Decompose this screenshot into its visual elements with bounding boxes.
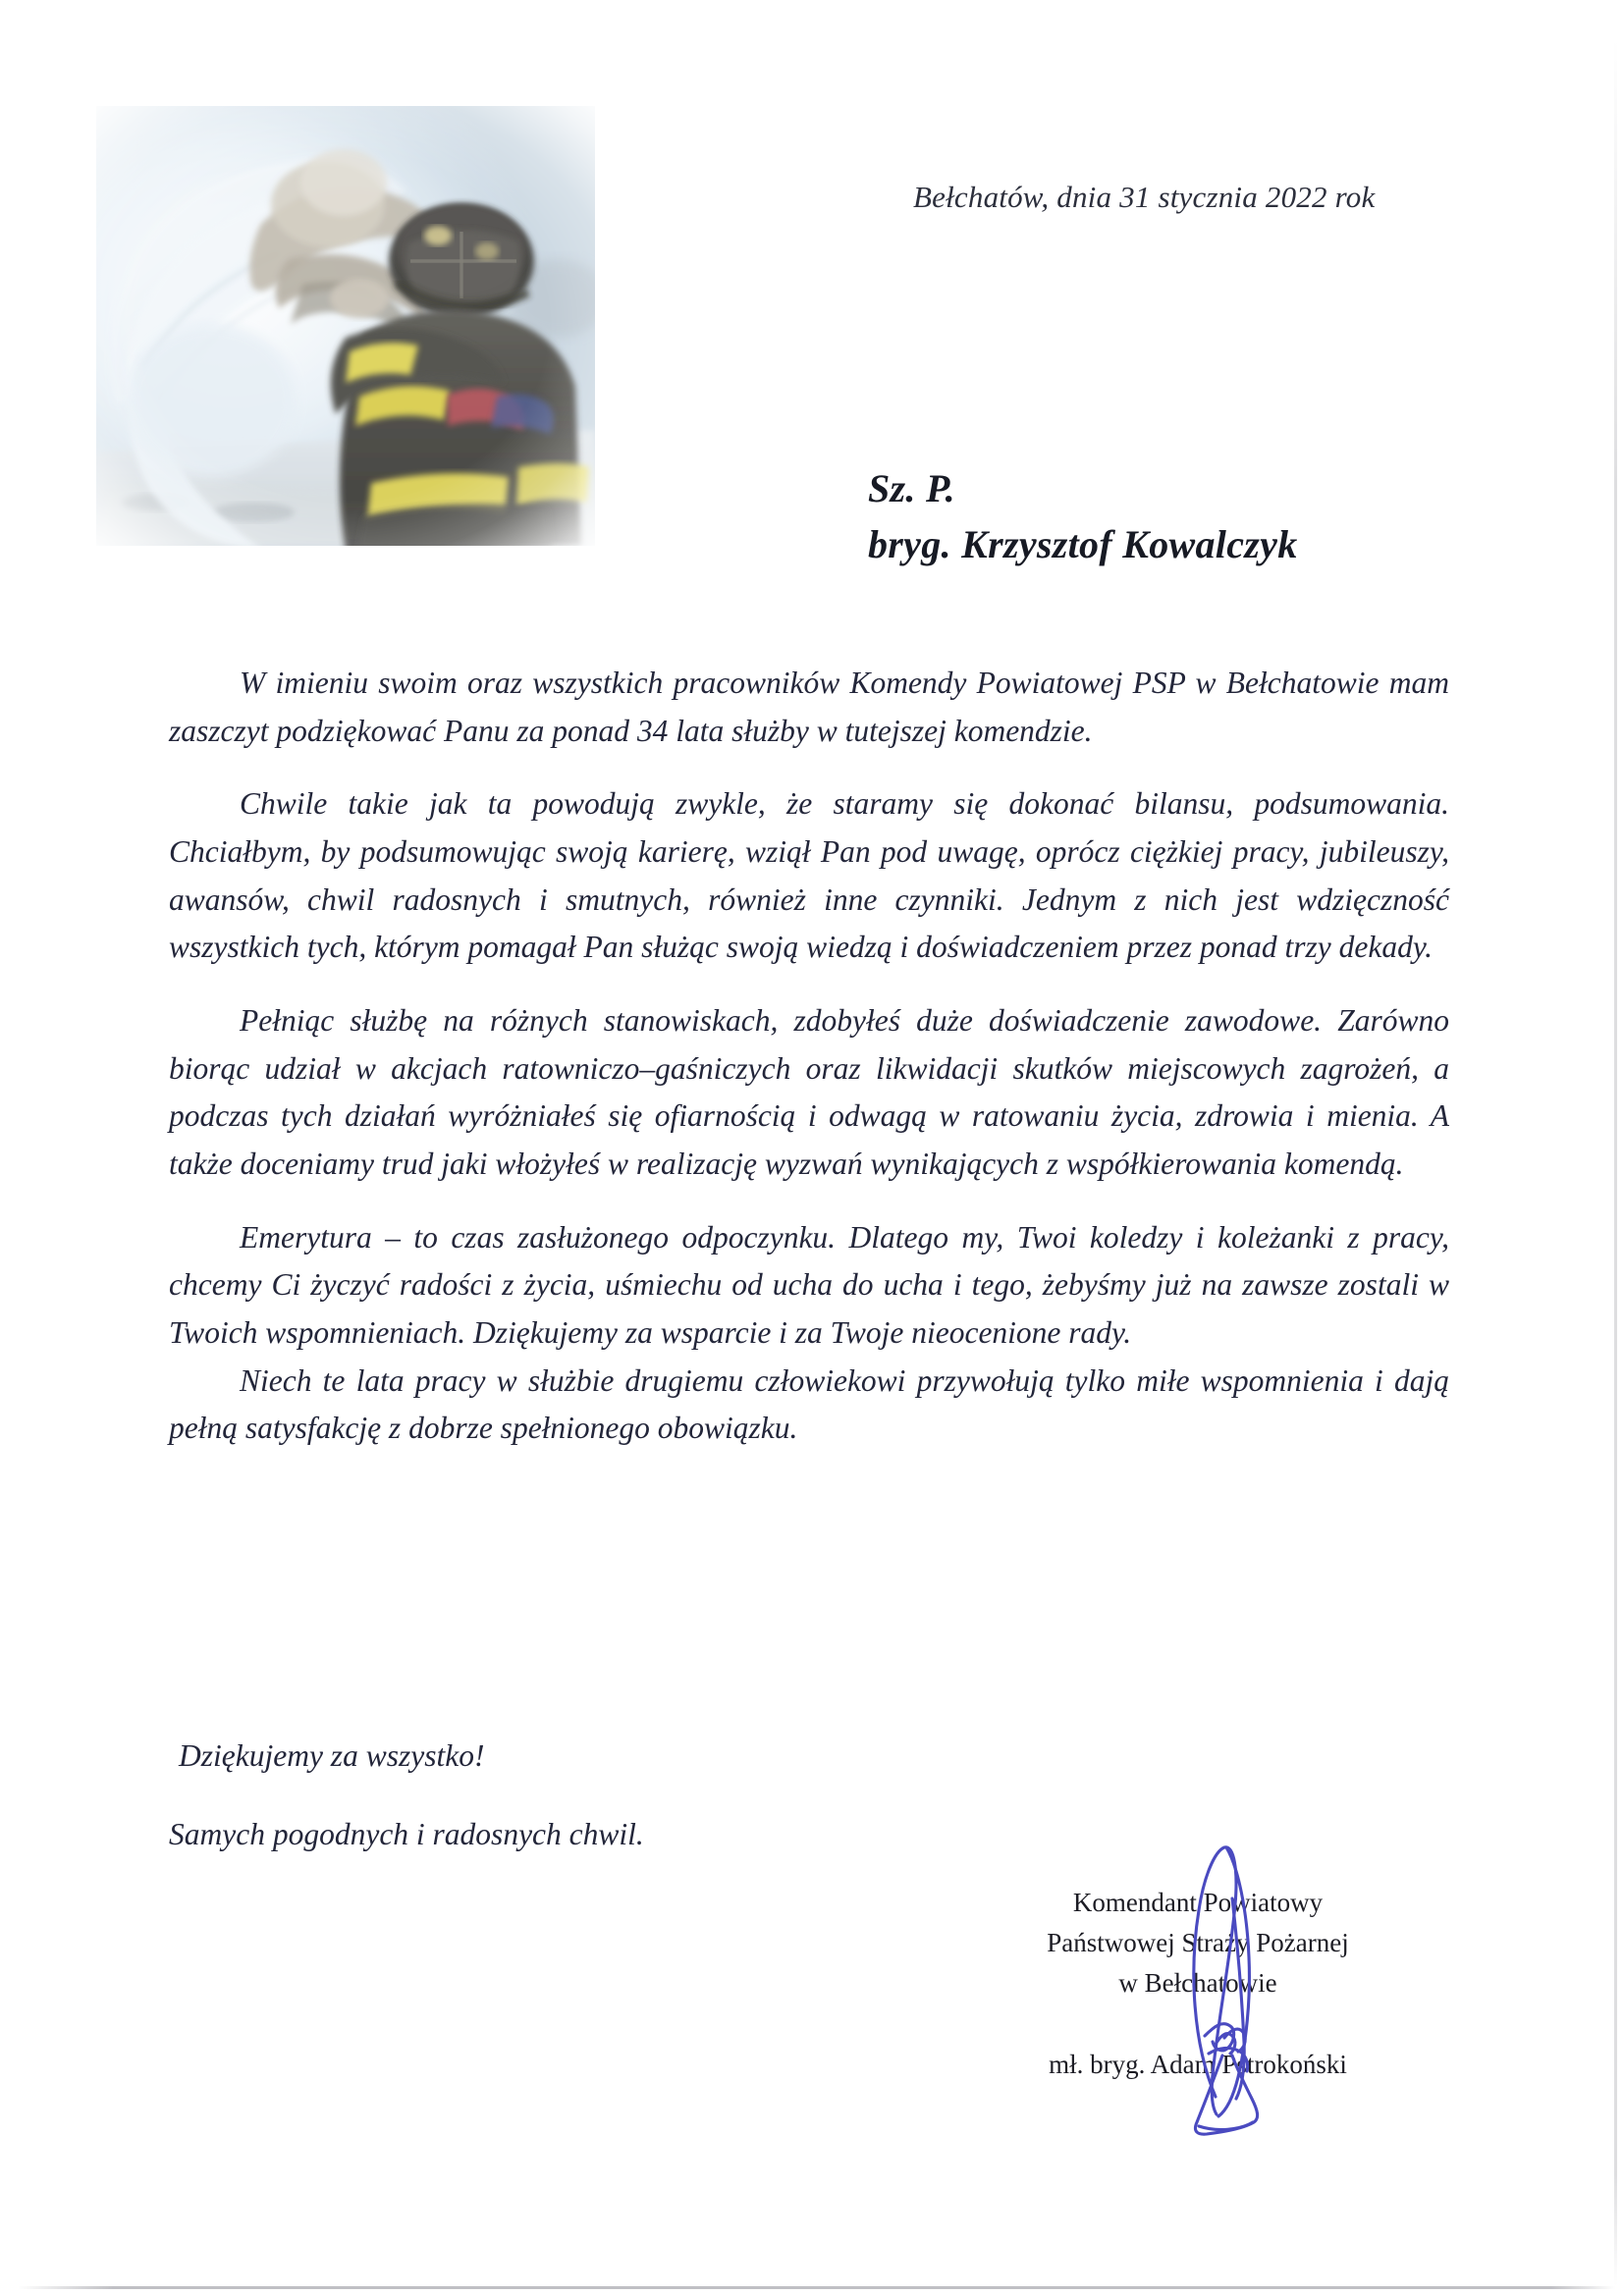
photo-artwork <box>96 106 595 546</box>
addressee-block <box>868 461 1298 573</box>
closing-thanks: Dziękujemy za wszystko! <box>179 1738 485 1773</box>
signature-title-line-2: Państwowej Straży Pożarnej <box>1047 1928 1349 1958</box>
scan-edge-bottom <box>18 2286 1615 2289</box>
addressee-name: bryg. Krzysztof Kowalczyk <box>868 521 1298 566</box>
addressee-honorific: Sz. P. <box>868 466 955 510</box>
body-paragraph-4: Emerytura – to czas zasłużonego odpoczynku. Dlatego my, Twoi koledzy i koleżanki z pracy, chcemy Ci życzyć radości z życia, uśmiechu od ucha do ucha i tego, żebyśmy już na zawsze zostali w Twoich wspomnieniach. Dziękujemy za wsparcie i za Twoje nieocenione rady. <box>169 1219 1449 1350</box>
date-line: Bełchatów, dnia 31 stycznia 2022 rok <box>913 180 1376 214</box>
closing-wishes: Samych pogodnych i radosnych chwil. <box>169 1817 644 1851</box>
letter-body <box>169 660 1449 1453</box>
firefighter-angel-photo <box>96 106 595 546</box>
body-paragraph-5: Niech te lata pracy w służbie drugiemu człowiekowi przywołują tylko miłe wspomnienia i dają pełną satysfakcję z dobrze spełnionego obowiązku. <box>169 1362 1449 1446</box>
body-paragraph-3: Pełniąc służbę na różnych stanowiskach, zdobyłeś duże doświadczenie zawodowe. Zarówno biorąc udział w akcjach ratowniczo–gaśniczych oraz likwidacji skutków miejscowych zagrożeń, a podczas tych działań wyróżniałeś się ofiarnością i odwagą w ratowaniu życia, zdrowia i mienia. A także doceniamy trud jaki włożyłeś w realizację wyzwań wynikających z współkierowania komendą. <box>169 1002 1449 1181</box>
body-paragraph-2: Chwile takie jak ta powodują zwykle, że staramy się dokonać bilansu, podsumowania. Chciałbym, by podsumowując swoją karierę, wziął Pan pod uwagę, oprócz ciężkiej pracy, jubileuszy, awansów, chwil radosnych i smutnych, również inne czynniki. Jednym z nich jest wdzięczność wszystkich tych, którym pomagał Pan służąc swoją wiedzą i doświadczeniem przez ponad trzy dekady. <box>169 786 1449 965</box>
signature-title-line-1: Komendant Powiatowy <box>1072 1888 1324 1917</box>
signature-name: mł. bryg. Adam Pstrokoński <box>1049 2050 1347 2079</box>
body-paragraph-1: W imieniu swoim oraz wszystkich pracowników Komendy Powiatowej PSP w Bełchatowie mam zaszczyt podziękować Panu za ponad 34 lata służby w tutejszej komendzie. <box>169 666 1449 748</box>
photo-canvas <box>96 106 595 546</box>
signature-title-line-3: w Bełchatowie <box>1118 1968 1277 1999</box>
scan-edge-right <box>1614 39 1617 2286</box>
signature-title-block <box>982 1883 1414 2003</box>
